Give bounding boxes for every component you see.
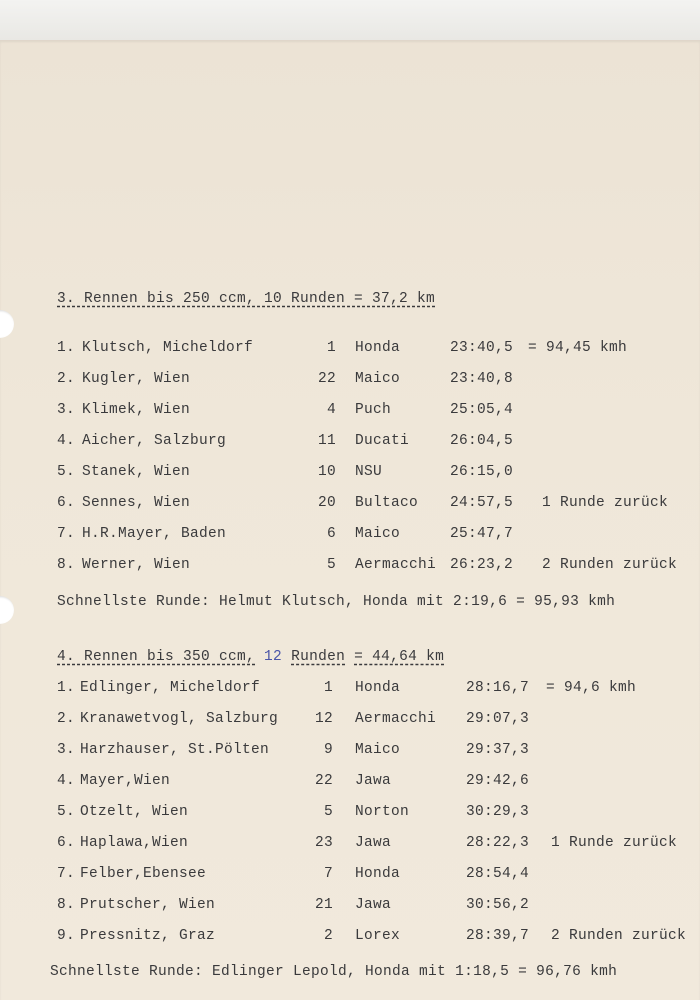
result-row: [0, 464, 700, 484]
rank-cell: 8.: [57, 897, 76, 913]
rider-name-cell: Kugler, Wien: [82, 371, 191, 387]
race-time-cell: 29:07,3: [466, 711, 530, 727]
background-strip: [0, 0, 700, 40]
section-heading: 3. Rennen bis 250 ccm, 10 Runden = 37,2 km: [57, 291, 436, 307]
result-row: [0, 680, 700, 700]
start-number-cell: 22: [317, 371, 336, 387]
rank-cell: 2.: [57, 371, 76, 387]
rider-name-cell: H.R.Mayer, Baden: [82, 526, 227, 542]
typewritten-page: [0, 40, 700, 1000]
race-time-cell: 26:23,2: [450, 557, 514, 573]
fastest-lap-note: Schnellste Runde: Helmut Klutsch, Honda mit 2:19,6 = 95,93 kmh: [57, 594, 616, 610]
rank-cell: 6.: [57, 495, 76, 511]
rank-cell: 8.: [57, 557, 76, 573]
motorcycle-make-cell: Ducati: [355, 433, 410, 449]
rank-cell: 9.: [57, 928, 76, 944]
remark-cell: 1 Runde zurück: [542, 495, 669, 511]
motorcycle-make-cell: Jawa: [355, 897, 392, 913]
result-row: [0, 433, 700, 453]
rider-name-cell: Otzelt, Wien: [80, 804, 189, 820]
motorcycle-make-cell: Honda: [355, 680, 401, 696]
race-time-cell: 28:54,4: [466, 866, 530, 882]
punch-hole: [0, 310, 14, 338]
rider-name-cell: Aicher, Salzburg: [82, 433, 227, 449]
rank-cell: 6.: [57, 835, 76, 851]
start-number-cell: 9: [323, 742, 333, 758]
result-row: [0, 897, 700, 917]
remark-cell: 2 Runden zurück: [542, 557, 678, 573]
rider-name-cell: Stanek, Wien: [82, 464, 191, 480]
rank-cell: 4.: [57, 433, 76, 449]
race-time-cell: 25:05,4: [450, 402, 514, 418]
start-number-cell: 1: [326, 340, 336, 356]
start-number-cell: 2: [323, 928, 333, 944]
motorcycle-make-cell: Maico: [355, 526, 401, 542]
motorcycle-make-cell: Honda: [355, 340, 401, 356]
rider-name-cell: Haplawa,Wien: [80, 835, 189, 851]
rider-name-cell: Harzhauser, St.Pölten: [80, 742, 270, 758]
start-number-cell: 21: [314, 897, 333, 913]
start-number-cell: 22: [314, 773, 333, 789]
rank-cell: 5.: [57, 464, 76, 480]
section-heading: [57, 649, 444, 665]
rank-cell: 1.: [57, 340, 76, 356]
race-time-cell: 23:40,5: [450, 340, 514, 356]
race-time-cell: 28:22,3: [466, 835, 530, 851]
start-number-cell: 6: [326, 526, 336, 542]
result-row: [0, 371, 700, 391]
result-row: [0, 835, 700, 855]
start-number-cell: 12: [314, 711, 333, 727]
motorcycle-make-cell: Aermacchi: [355, 557, 437, 573]
result-row: [0, 742, 700, 762]
result-row: [0, 340, 700, 360]
rider-name-cell: Klutsch, Micheldorf: [82, 340, 254, 356]
rank-cell: 3.: [57, 742, 76, 758]
motorcycle-make-cell: Jawa: [355, 773, 392, 789]
rider-name-cell: Mayer,Wien: [80, 773, 171, 789]
start-number-cell: 10: [317, 464, 336, 480]
start-number-cell: 11: [317, 433, 336, 449]
motorcycle-make-cell: Honda: [355, 866, 401, 882]
rank-cell: 7.: [57, 866, 76, 882]
rider-name-cell: Prutscher, Wien: [80, 897, 216, 913]
result-row: [0, 804, 700, 824]
motorcycle-make-cell: Puch: [355, 402, 392, 418]
race-time-cell: 28:16,7: [466, 680, 530, 696]
fastest-lap-note: Schnellste Runde: Edlinger Lepold, Honda mit 1:18,5 = 96,76 kmh: [50, 964, 618, 980]
motorcycle-make-cell: Norton: [355, 804, 410, 820]
result-row: [0, 402, 700, 422]
race-time-cell: 23:40,8: [450, 371, 514, 387]
motorcycle-make-cell: Maico: [355, 371, 401, 387]
motorcycle-make-cell: Lorex: [355, 928, 401, 944]
motorcycle-make-cell: Bultaco: [355, 495, 419, 511]
start-number-cell: 23: [314, 835, 333, 851]
result-row: [0, 495, 700, 515]
rider-name-cell: Klimek, Wien: [82, 402, 191, 418]
start-number-cell: 1: [323, 680, 333, 696]
heading-part: Runden: [291, 649, 346, 665]
start-number-cell: 5: [323, 804, 333, 820]
start-number-cell: 20: [317, 495, 336, 511]
race-time-cell: 25:47,7: [450, 526, 514, 542]
rank-cell: 2.: [57, 711, 76, 727]
handwritten-correction: 12: [264, 649, 283, 665]
rider-name-cell: Kranawetvogl, Salzburg: [80, 711, 279, 727]
result-row: [0, 928, 700, 948]
race-time-cell: 30:56,2: [466, 897, 530, 913]
start-number-cell: 5: [326, 557, 336, 573]
rank-cell: 4.: [57, 773, 76, 789]
result-row: [0, 773, 700, 793]
rider-name-cell: Werner, Wien: [82, 557, 191, 573]
heading-part: = 44,64 km: [354, 649, 445, 665]
start-number-cell: 7: [323, 866, 333, 882]
race-time-cell: 29:37,3: [466, 742, 530, 758]
rank-cell: 5.: [57, 804, 76, 820]
rider-name-cell: Edlinger, Micheldorf: [80, 680, 261, 696]
result-row: [0, 557, 700, 577]
motorcycle-make-cell: Maico: [355, 742, 401, 758]
rider-name-cell: Pressnitz, Graz: [80, 928, 216, 944]
result-row: [0, 866, 700, 886]
motorcycle-make-cell: Jawa: [355, 835, 392, 851]
race-time-cell: 24:57,5: [450, 495, 514, 511]
race-time-cell: 26:15,0: [450, 464, 514, 480]
remark-cell: = 94,45 kmh: [528, 340, 628, 356]
result-row: [0, 526, 700, 546]
race-time-cell: 30:29,3: [466, 804, 530, 820]
heading-part: 4. Rennen bis 350 ccm,: [57, 649, 256, 665]
start-number-cell: 4: [326, 402, 336, 418]
rank-cell: 3.: [57, 402, 76, 418]
rank-cell: 7.: [57, 526, 76, 542]
remark-cell: 1 Runde zurück: [551, 835, 678, 851]
punch-hole: [0, 596, 14, 624]
result-row: [0, 711, 700, 731]
motorcycle-make-cell: NSU: [355, 464, 383, 480]
remark-cell: 2 Runden zurück: [551, 928, 687, 944]
race-time-cell: 29:42,6: [466, 773, 530, 789]
motorcycle-make-cell: Aermacchi: [355, 711, 437, 727]
race-time-cell: 26:04,5: [450, 433, 514, 449]
race-time-cell: 28:39,7: [466, 928, 530, 944]
rank-cell: 1.: [57, 680, 76, 696]
rider-name-cell: Sennes, Wien: [82, 495, 191, 511]
remark-cell: = 94,6 kmh: [546, 680, 637, 696]
rider-name-cell: Felber,Ebensee: [80, 866, 207, 882]
